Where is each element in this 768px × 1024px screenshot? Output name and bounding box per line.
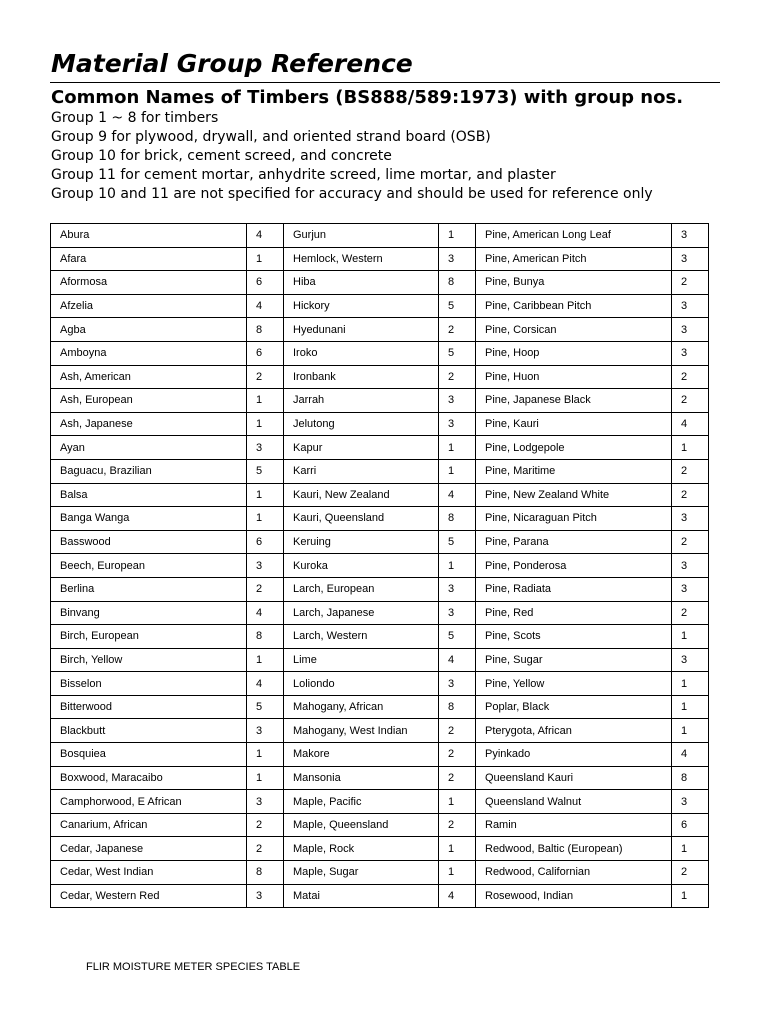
group-note: Group 10 and 11 are not specified for accuracy and should be used for reference only <box>51 186 653 202</box>
group-number-cell: 2 <box>672 271 709 295</box>
group-number-cell: 8 <box>247 625 284 649</box>
species-name-cell: Pine, Bunya <box>476 271 672 295</box>
species-name-cell: Pine, Maritime <box>476 459 672 483</box>
group-number-cell: 5 <box>247 695 284 719</box>
species-name-cell: Pine, Kauri <box>476 412 672 436</box>
group-number-cell: 1 <box>247 483 284 507</box>
group-number-cell: 2 <box>439 719 476 743</box>
group-number-cell: 3 <box>247 884 284 908</box>
species-name-cell: Ramin <box>476 813 672 837</box>
species-name-cell: Matai <box>284 884 439 908</box>
species-name-cell: Poplar, Black <box>476 695 672 719</box>
group-number-cell: 1 <box>247 507 284 531</box>
species-name-cell: Banga Wanga <box>51 507 247 531</box>
group-number-cell: 2 <box>672 530 709 554</box>
species-name-cell: Baguacu, Brazilian <box>51 459 247 483</box>
species-name-cell: Basswood <box>51 530 247 554</box>
table-row <box>51 341 709 365</box>
page-subtitle: Common Names of Timbers (BS888/589:1973) with group nos. <box>51 87 684 108</box>
group-number-cell: 2 <box>672 389 709 413</box>
table-row <box>51 577 709 601</box>
species-name-cell: Rosewood, Indian <box>476 884 672 908</box>
species-name-cell: Agba <box>51 318 247 342</box>
species-name-cell: Cedar, Western Red <box>51 884 247 908</box>
species-name-cell: Lime <box>284 648 439 672</box>
group-number-cell: 3 <box>672 294 709 318</box>
group-number-cell: 1 <box>439 554 476 578</box>
species-name-cell: Afzelia <box>51 294 247 318</box>
species-name-cell: Pine, Lodgepole <box>476 436 672 460</box>
species-name-cell: Birch, European <box>51 625 247 649</box>
group-number-cell: 1 <box>247 766 284 790</box>
species-name-cell: Karri <box>284 459 439 483</box>
species-name-cell: Ironbank <box>284 365 439 389</box>
species-name-cell: Pine, American Long Leaf <box>476 224 672 248</box>
species-name-cell: Jarrah <box>284 389 439 413</box>
group-number-cell: 3 <box>439 601 476 625</box>
species-name-cell: Afara <box>51 247 247 271</box>
species-name-cell: Mahogany, African <box>284 695 439 719</box>
species-name-cell: Bosquiea <box>51 743 247 767</box>
species-name-cell: Pine, Huon <box>476 365 672 389</box>
group-number-cell: 2 <box>672 601 709 625</box>
species-name-cell: Ayan <box>51 436 247 460</box>
group-number-cell: 2 <box>439 318 476 342</box>
group-number-cell: 3 <box>247 790 284 814</box>
species-name-cell: Mansonia <box>284 766 439 790</box>
species-name-cell: Aformosa <box>51 271 247 295</box>
group-number-cell: 1 <box>672 884 709 908</box>
group-number-cell: 3 <box>672 341 709 365</box>
species-name-cell: Iroko <box>284 341 439 365</box>
species-name-cell: Pine, Nicaraguan Pitch <box>476 507 672 531</box>
table-row <box>51 601 709 625</box>
table-row <box>51 861 709 885</box>
group-number-cell: 3 <box>439 577 476 601</box>
group-number-cell: 4 <box>439 884 476 908</box>
species-name-cell: Mahogany, West Indian <box>284 719 439 743</box>
group-number-cell: 5 <box>439 625 476 649</box>
table-row <box>51 389 709 413</box>
group-number-cell: 8 <box>439 507 476 531</box>
group-number-cell: 4 <box>247 294 284 318</box>
species-name-cell: Pine, American Pitch <box>476 247 672 271</box>
table-row <box>51 483 709 507</box>
group-number-cell: 2 <box>247 365 284 389</box>
species-name-cell: Makore <box>284 743 439 767</box>
species-name-cell: Camphorwood, E African <box>51 790 247 814</box>
species-name-cell: Pyinkado <box>476 743 672 767</box>
species-name-cell: Pine, Parana <box>476 530 672 554</box>
group-number-cell: 1 <box>672 719 709 743</box>
species-name-cell: Larch, Western <box>284 625 439 649</box>
species-name-cell: Bitterwood <box>51 695 247 719</box>
group-number-cell: 3 <box>672 554 709 578</box>
group-number-cell: 3 <box>439 412 476 436</box>
species-name-cell: Birch, Yellow <box>51 648 247 672</box>
species-name-cell: Pine, New Zealand White <box>476 483 672 507</box>
group-number-cell: 6 <box>247 271 284 295</box>
group-number-cell: 3 <box>672 247 709 271</box>
table-row <box>51 837 709 861</box>
species-name-cell: Hiba <box>284 271 439 295</box>
species-name-cell: Maple, Rock <box>284 837 439 861</box>
species-name-cell: Maple, Sugar <box>284 861 439 885</box>
table-row <box>51 294 709 318</box>
species-name-cell: Hickory <box>284 294 439 318</box>
species-name-cell: Keruing <box>284 530 439 554</box>
group-note: Group 9 for plywood, drywall, and oriented strand board (OSB) <box>51 129 491 145</box>
group-number-cell: 1 <box>247 743 284 767</box>
species-name-cell: Larch, Japanese <box>284 601 439 625</box>
species-name-cell: Kapur <box>284 436 439 460</box>
group-number-cell: 6 <box>247 341 284 365</box>
group-number-cell: 1 <box>672 436 709 460</box>
species-name-cell: Cedar, West Indian <box>51 861 247 885</box>
species-name-cell: Berlina <box>51 577 247 601</box>
species-name-cell: Queensland Kauri <box>476 766 672 790</box>
group-number-cell: 2 <box>672 459 709 483</box>
group-number-cell: 2 <box>247 577 284 601</box>
species-name-cell: Gurjun <box>284 224 439 248</box>
table-row <box>51 672 709 696</box>
species-name-cell: Pine, Sugar <box>476 648 672 672</box>
group-number-cell: 3 <box>439 389 476 413</box>
species-name-cell: Pine, Corsican <box>476 318 672 342</box>
group-number-cell: 1 <box>672 695 709 719</box>
group-number-cell: 3 <box>672 790 709 814</box>
table-row <box>51 743 709 767</box>
group-number-cell: 5 <box>439 341 476 365</box>
group-number-cell: 1 <box>247 412 284 436</box>
group-note: Group 1 ~ 8 for timbers <box>51 110 219 126</box>
species-name-cell: Ash, Japanese <box>51 412 247 436</box>
group-number-cell: 8 <box>439 271 476 295</box>
group-number-cell: 1 <box>439 861 476 885</box>
species-name-cell: Pine, Scots <box>476 625 672 649</box>
species-name-cell: Larch, European <box>284 577 439 601</box>
group-number-cell: 3 <box>247 719 284 743</box>
group-number-cell: 2 <box>247 813 284 837</box>
group-number-cell: 3 <box>672 648 709 672</box>
species-name-cell: Cedar, Japanese <box>51 837 247 861</box>
species-name-cell: Beech, European <box>51 554 247 578</box>
table-row <box>51 648 709 672</box>
group-number-cell: 8 <box>247 861 284 885</box>
species-name-cell: Binvang <box>51 601 247 625</box>
group-number-cell: 6 <box>247 530 284 554</box>
species-name-cell: Queensland Walnut <box>476 790 672 814</box>
group-number-cell: 1 <box>439 459 476 483</box>
group-number-cell: 4 <box>672 412 709 436</box>
species-name-cell: Kauri, New Zealand <box>284 483 439 507</box>
group-number-cell: 5 <box>439 530 476 554</box>
species-name-cell: Pine, Yellow <box>476 672 672 696</box>
group-number-cell: 3 <box>439 672 476 696</box>
group-number-cell: 1 <box>672 625 709 649</box>
group-number-cell: 6 <box>672 813 709 837</box>
group-number-cell: 1 <box>439 436 476 460</box>
species-name-cell: Kauri, Queensland <box>284 507 439 531</box>
species-name-cell: Balsa <box>51 483 247 507</box>
species-name-cell: Pine, Caribbean Pitch <box>476 294 672 318</box>
table-row <box>51 271 709 295</box>
group-number-cell: 5 <box>247 459 284 483</box>
group-number-cell: 3 <box>247 436 284 460</box>
species-name-cell: Boxwood, Maracaibo <box>51 766 247 790</box>
group-number-cell: 2 <box>672 365 709 389</box>
group-number-cell: 1 <box>247 648 284 672</box>
table-row <box>51 813 709 837</box>
page-title: Material Group Reference <box>51 49 413 78</box>
species-name-cell: Abura <box>51 224 247 248</box>
group-number-cell: 4 <box>247 672 284 696</box>
table-row <box>51 436 709 460</box>
species-table <box>50 223 709 908</box>
species-name-cell: Canarium, African <box>51 813 247 837</box>
group-note: Group 11 for cement mortar, anhydrite screed, lime mortar, and plaster <box>51 167 556 183</box>
species-name-cell: Pine, Ponderosa <box>476 554 672 578</box>
species-name-cell: Pterygota, African <box>476 719 672 743</box>
group-number-cell: 2 <box>439 813 476 837</box>
group-number-cell: 2 <box>439 766 476 790</box>
species-name-cell: Bisselon <box>51 672 247 696</box>
group-number-cell: 4 <box>672 743 709 767</box>
species-name-cell: Hemlock, Western <box>284 247 439 271</box>
species-name-cell: Redwood, Californian <box>476 861 672 885</box>
table-row <box>51 554 709 578</box>
species-name-cell: Ash, European <box>51 389 247 413</box>
group-number-cell: 3 <box>247 554 284 578</box>
species-name-cell: Amboyna <box>51 341 247 365</box>
table-row <box>51 766 709 790</box>
species-name-cell: Redwood, Baltic (European) <box>476 837 672 861</box>
group-number-cell: 1 <box>439 837 476 861</box>
species-name-cell: Pine, Red <box>476 601 672 625</box>
species-name-cell: Pine, Hoop <box>476 341 672 365</box>
group-number-cell: 1 <box>439 790 476 814</box>
species-name-cell: Maple, Queensland <box>284 813 439 837</box>
group-number-cell: 4 <box>439 648 476 672</box>
group-number-cell: 2 <box>439 365 476 389</box>
group-number-cell: 5 <box>439 294 476 318</box>
group-number-cell: 3 <box>439 247 476 271</box>
group-number-cell: 3 <box>672 318 709 342</box>
group-number-cell: 1 <box>247 389 284 413</box>
group-number-cell: 2 <box>672 483 709 507</box>
group-number-cell: 2 <box>672 861 709 885</box>
page-footer: FLIR MOISTURE METER SPECIES TABLE <box>86 961 301 973</box>
table-row <box>51 507 709 531</box>
group-number-cell: 8 <box>672 766 709 790</box>
group-number-cell: 1 <box>247 247 284 271</box>
species-name-cell: Ash, American <box>51 365 247 389</box>
table-row <box>51 884 709 908</box>
species-name-cell: Blackbutt <box>51 719 247 743</box>
table-row <box>51 790 709 814</box>
species-name-cell: Maple, Pacific <box>284 790 439 814</box>
table-row <box>51 224 709 248</box>
table-row <box>51 530 709 554</box>
species-name-cell: Hyedunani <box>284 318 439 342</box>
group-number-cell: 8 <box>439 695 476 719</box>
table-row <box>51 412 709 436</box>
table-row <box>51 695 709 719</box>
species-name-cell: Pine, Radiata <box>476 577 672 601</box>
species-name-cell: Pine, Japanese Black <box>476 389 672 413</box>
species-name-cell: Loliondo <box>284 672 439 696</box>
table-row <box>51 625 709 649</box>
table-row <box>51 459 709 483</box>
group-note: Group 10 for brick, cement screed, and concrete <box>51 148 392 164</box>
group-number-cell: 2 <box>247 837 284 861</box>
group-number-cell: 4 <box>439 483 476 507</box>
table-row <box>51 365 709 389</box>
table-row <box>51 247 709 271</box>
title-divider <box>50 82 720 83</box>
group-number-cell: 1 <box>672 672 709 696</box>
group-number-cell: 3 <box>672 224 709 248</box>
group-number-cell: 4 <box>247 224 284 248</box>
group-number-cell: 1 <box>439 224 476 248</box>
group-number-cell: 4 <box>247 601 284 625</box>
species-name-cell: Jelutong <box>284 412 439 436</box>
group-number-cell: 8 <box>247 318 284 342</box>
table-row <box>51 318 709 342</box>
species-name-cell: Kuroka <box>284 554 439 578</box>
species-table-body <box>51 224 709 908</box>
group-number-cell: 1 <box>672 837 709 861</box>
group-number-cell: 3 <box>672 577 709 601</box>
group-number-cell: 2 <box>439 743 476 767</box>
group-notes <box>51 109 653 204</box>
group-number-cell: 3 <box>672 507 709 531</box>
table-row <box>51 719 709 743</box>
